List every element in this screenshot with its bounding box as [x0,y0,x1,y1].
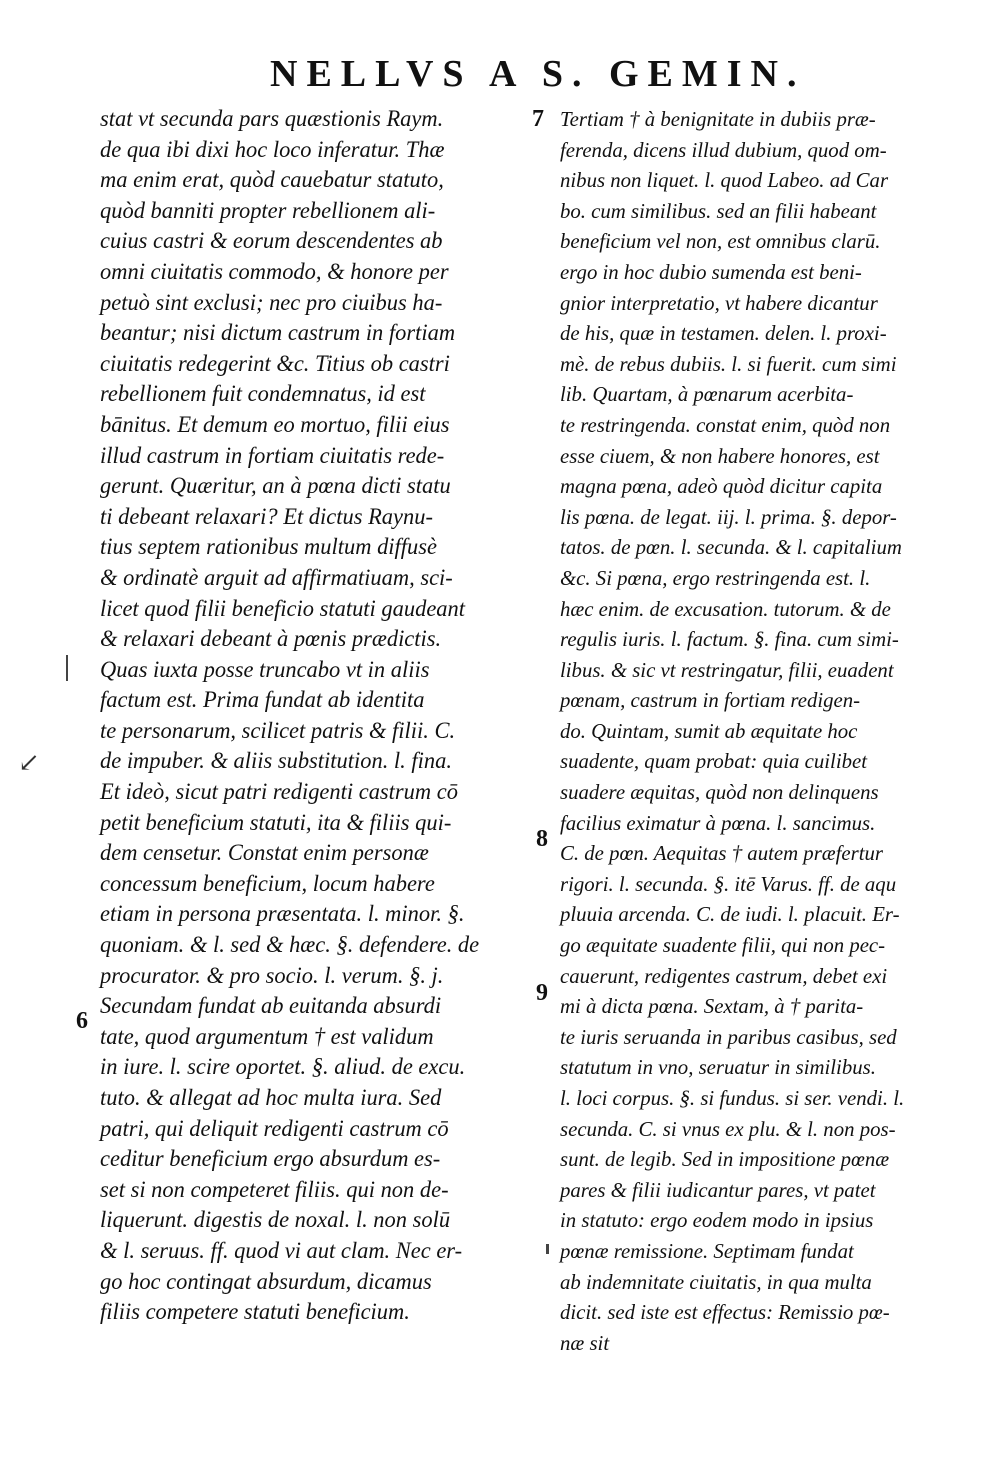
text-line: sunt. de legib. Sed in impositione pœnæ [560,1147,890,1172]
text-line: libus. & sic vt restringatur, filii, euadent [560,657,894,682]
text-line: pœnæ remissione. Septimam fundat [560,1238,854,1263]
text-line: & ordinatè arguit ad affirmatiuam, sci- [100,564,453,590]
text-line: & relaxari debeant à pœnis prædictis. [100,626,442,652]
text-line: omni ciuitatis commodo, & honore per [100,258,449,284]
text-line: ma enim erat, quòd cauebatur statuto, [100,167,444,193]
text-line: lib. Quartam, à pœnarum acerbita- [560,382,854,407]
margin-rule [546,1244,549,1254]
text-line: rigori. l. secunda. §. itē Varus. ff. de aqu [560,871,897,896]
text-line: de impuber. & aliis substitution. l. fina. [100,748,452,774]
text-line: quoniam. & l. sed & hæc. §. defendere. de [100,932,480,958]
text-line: de his, quæ in testamen. delen. l. proxi- [560,321,887,346]
text-line: tate, quod argumentum † est validum [100,1023,434,1049]
text-line: pluuia arcenda. C. de iudi. l. placuit. Er- [560,902,900,927]
text-line: suadere æquitas, quòd non delinquens [560,780,879,805]
text-line: ab indemnitate ciuitatis, in qua multa [560,1269,872,1294]
text-line: ergo in hoc dubio sumenda est beni- [560,259,862,284]
margin-number-7: 7 [532,106,544,132]
text-line: go æquitate suadente filii, qui non pec- [560,933,886,958]
text-line: lis pœna. de legat. iij. l. prima. §. depor- [560,504,897,529]
text-line: te restringenda. constat enim, quòd non [560,412,891,437]
text-line: te iuris seruanda in paribus casibus, sed [560,1024,897,1049]
text-line: pares & filii iudicantur pares, vt patet [560,1177,876,1202]
text-line: tuto. & allegat ad hoc multa iura. Sed [100,1085,442,1110]
right-column [560,104,960,1358]
text-line: hæc enim. de excusation. tutorum. & de [560,596,891,621]
text-line: regulis iuris. l. factum. §. fina. cum simi- [560,627,899,652]
text-line: Quas iuxta posse truncabo vt in aliis [100,656,430,682]
margin-number-9: 9 [536,980,548,1006]
text-line: mi à dicta pœna. Sextam, à † parita- [560,994,864,1019]
text-line: stat vt secunda pars quæstionis Raym. [100,106,444,131]
text-line: nibus non liquet. l. quod Labeo. ad Car [560,168,889,193]
text-line: ferenda, dicens illud dubium, quod om- [560,137,887,162]
text-line: liquerunt. digestis de noxal. l. non solū [100,1207,451,1233]
text-line: concessum beneficium, locum habere [100,870,435,896]
text-line: Secundam fundat ab euitanda absurdi [100,993,442,1019]
text-line: tatos. de pœn. l. secunda. & l. capitalium [560,535,902,560]
text-line: filiis competere statuti beneficium. [100,1299,410,1325]
text-line: procurator. & pro socio. l. verum. §. j. [100,962,444,988]
text-line: etiam in persona præsentata. l. minor. §. [100,901,465,927]
margin-rule [66,655,68,681]
text-line: quòd banniti propter rebellionem ali- [100,197,436,223]
text-line: patri, qui deliquit redigenti castrum cō [100,1115,449,1141]
text-line: bānitus. Et demum eo mortuo, filii eius [100,411,450,437]
text-line: pœnam, castrum in fortiam redigen- [560,688,861,713]
text-line: mè. de rebus dubiis. l. si fuerit. cum simi [560,351,897,376]
text-line: Et ideò, sicut patri redigenti castrum cō [100,779,458,805]
text-line: set si non competeret filiis. qui non de- [100,1176,449,1202]
text-line: illud castrum in fortiam ciuitatis rede- [100,442,445,468]
text-line: go hoc contingat absurdum, dicamus [100,1268,432,1294]
text-line: petit beneficium statuti, ita & filiis qui- [100,809,452,835]
text-line: gerunt. Quæritur, an à pœna dicti statu [100,473,451,499]
text-line: Tertiam † à benignitate in dubiis præ- [560,107,876,131]
margin-mark: ↙ [18,748,40,778]
text-line: esse ciuem, & non habere honores, est [560,443,880,468]
text-line: ciuitatis redegerint &c. Titius ob castri [100,350,450,376]
text-line: in iure. l. scire oportet. §. aliud. de excu. [100,1054,466,1080]
text-line: cuius castri & eorum descendentes ab [100,228,443,254]
text-line: &c. Si pœna, ergo restringenda est. l. [560,565,871,590]
margin-number-8: 8 [536,826,548,852]
text-line: te personarum, scilicet patris & filii. C. [100,717,456,743]
text-line: bo. cum similibus. sed an filii habeant [560,198,877,223]
text-line: l. loci corpus. §. si fundus. si ser. vendi. l. [560,1086,905,1110]
text-line: & l. seruus. ff. quod vi aut clam. Nec er- [100,1237,463,1263]
text-line: næ sit [560,1330,610,1355]
text-line: beantur; nisi dictum castrum in fortiam [100,320,456,346]
text-line: C. de pœn. Aequitas † autem præfertur [560,841,884,866]
text-line: rebellionem fuit condemnatus, id est [100,381,426,407]
text-line: do. Quintam, sumit ab æquitate hoc [560,718,858,743]
text-line: tius septem rationibus multum diffusè [100,534,437,560]
text-line: magna pœna, adeò quòd dicitur capita [560,474,883,499]
text-line: licet quod filii beneficio statuti gaudeant [100,595,466,621]
text-line: beneficium vel non, est omnibus clarū. [560,229,881,254]
text-line: in statuto: ergo eodem modo in ipsius [560,1208,874,1233]
text-line: ti debeant relaxari? Et dictus Raynu- [100,503,433,529]
text-line: statutum in vno, seruatur in similibus. [560,1055,876,1080]
text-line: cauerunt, redigentes castrum, debet exi [560,963,888,988]
text-line: gnior interpretatio, vt habere dicantur [560,290,878,315]
text-line: ceditur beneficium ergo absurdum es- [100,1146,441,1172]
text-line: factum est. Prima fundat ab identita [100,687,425,713]
left-column [100,104,530,1328]
text-line: suadente, quam probat: quia cuilibet [560,749,868,774]
margin-number-6: 6 [76,1008,88,1034]
running-head: NELLVS A S. GEMIN. [270,53,806,95]
text-line: de qua ibi dixi hoc loco inferatur. Thæ [100,136,445,162]
text-line: dicit. sed iste est effectus: Remissio pœ- [560,1300,890,1325]
text-line: petuò sint exclusi; nec pro ciuibus ha- [100,289,443,315]
text-line: dem censetur. Constat enim personæ [100,840,429,866]
text-line: facilius eximatur à pœna. l. sancimus. [560,810,876,835]
text-line: secunda. C. si vnus ex plu. & l. non pos- [560,1116,896,1141]
